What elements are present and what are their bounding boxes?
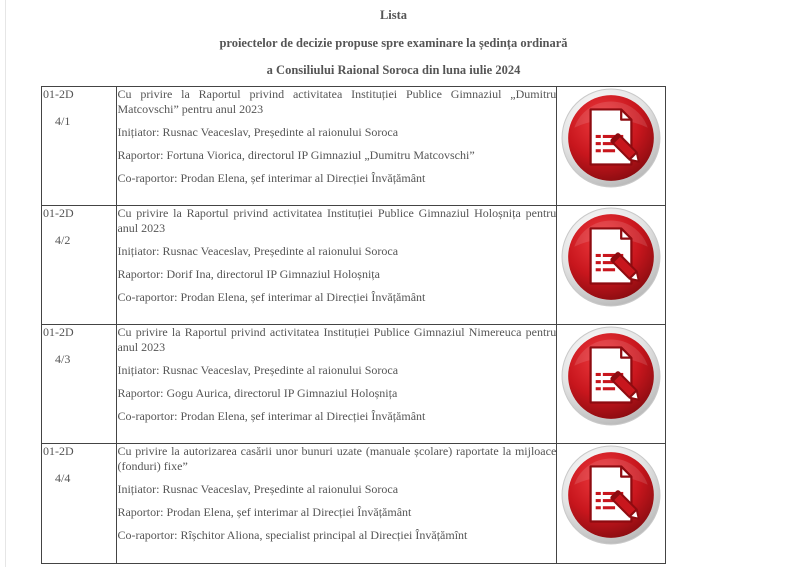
decision-coraportor: Co-raportor: Rîșchitor Aliona, specialist principal al Direcției Învățămînt (117, 528, 468, 542)
list-subheading: proiectelor de decizie propuse spre examinare la ședința ordinară (219, 36, 568, 50)
decision-description-cell (117, 325, 557, 444)
decision-number: 4/2 (55, 233, 71, 247)
list-heading: Lista (379, 8, 408, 22)
decision-initiator: Inițiator: Rusnac Veaceslav, Președinte al raionului Soroca (117, 363, 399, 377)
decision-raportor: Raportor: Fortuna Viorica, directorul IP Gimnaziul „Dumitru Matcovschi” (117, 148, 475, 162)
decision-code: 01-2D (43, 444, 74, 458)
table-row (42, 325, 666, 444)
decision-code: 01-2D (43, 206, 74, 220)
pdf-download-link[interactable] (560, 87, 662, 189)
pdf-document-icon (560, 206, 662, 308)
decision-code-cell (42, 87, 117, 206)
decision-code: 01-2D (43, 325, 74, 339)
decision-title: Cu privire la autorizarea casării unor bunuri uzate (manuale școlare) raportate la mijloace (fonduri) fixe” (117, 444, 557, 473)
decision-pdf-cell (557, 87, 666, 206)
decision-title: Cu privire la Raportul privind activitatea Instituției Publice Gimnaziul Nimereuca pentru anul 2023 (117, 325, 557, 354)
decision-raportor: Raportor: Prodan Elena, șef interimar al Direcției Învățământ (117, 505, 412, 519)
decision-raportor: Raportor: Dorif Ina, directorul IP Gimnaziul Holoșnița (117, 267, 380, 281)
pdf-download-link[interactable] (560, 444, 662, 546)
pdf-download-link[interactable] (560, 325, 662, 427)
decision-initiator: Inițiator: Rusnac Veaceslav, Președinte al raionului Soroca (117, 244, 399, 258)
decision-code-cell (42, 325, 117, 444)
decision-code-cell (42, 206, 117, 325)
decision-number: 4/3 (55, 352, 71, 366)
decision-description-cell (117, 206, 557, 325)
decision-code-cell (42, 444, 117, 564)
decision-initiator: Inițiator: Rusnac Veaceslav, Președinte al raionului Soroca (117, 125, 399, 139)
decision-number: 4/4 (55, 471, 71, 485)
decision-title: Cu privire la Raportul privind activitatea Instituției Publice Gimnaziul „Dumitru Matcovschi” pentru anul 2023 (117, 87, 557, 116)
decision-pdf-cell (557, 325, 666, 444)
decision-description-cell (117, 87, 557, 206)
decision-initiator: Inițiator: Rusnac Veaceslav, Președinte al raionului Soroca (117, 482, 399, 496)
table-row (42, 444, 666, 564)
council-heading: a Consiliului Raional Soroca din luna iulie 2024 (266, 63, 521, 77)
decision-pdf-cell (557, 444, 666, 564)
table-row (42, 206, 666, 325)
decision-coraportor: Co-raportor: Prodan Elena, șef interimar al Direcției Învățământ (117, 171, 426, 185)
draft-decisions-body (42, 87, 666, 564)
decision-coraportor: Co-raportor: Prodan Elena, șef interimar al Direcției Învățământ (117, 409, 426, 423)
pdf-download-link[interactable] (560, 206, 662, 308)
pdf-document-icon (560, 444, 662, 546)
decision-coraportor: Co-raportor: Prodan Elena, șef interimar al Direcției Învățământ (117, 290, 426, 304)
pdf-document-icon (560, 87, 662, 189)
pdf-document-icon (560, 325, 662, 427)
decision-number: 4/1 (55, 114, 71, 128)
decision-raportor: Raportor: Gogu Aurica, directorul IP Gimnaziul Holoșnița (117, 386, 398, 400)
decision-pdf-cell (557, 206, 666, 325)
page-left-rule (5, 0, 6, 567)
decision-description-cell (117, 444, 557, 564)
decision-title: Cu privire la Raportul privind activitatea Instituției Publice Gimnaziul Holoșnița pentru anul 2023 (117, 206, 557, 235)
decision-code: 01-2D (43, 87, 74, 101)
draft-decisions-table (41, 86, 666, 564)
table-row (42, 87, 666, 206)
